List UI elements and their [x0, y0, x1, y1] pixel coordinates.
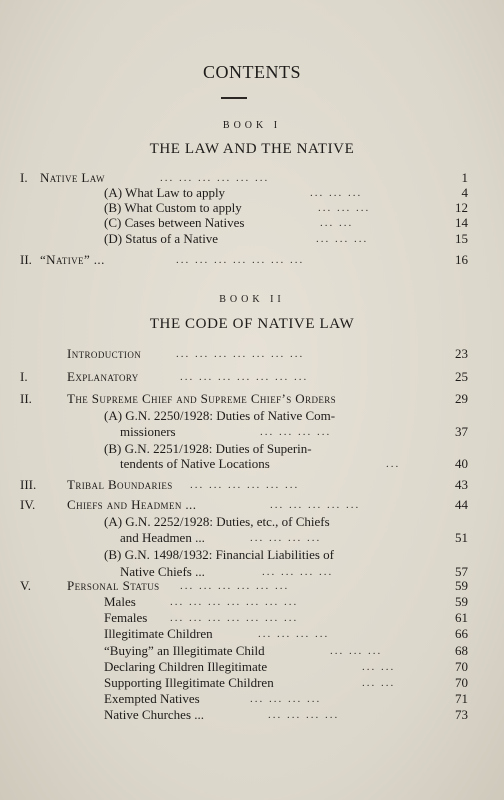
toc-entry-page: 15	[455, 231, 468, 246]
toc-entry-page: 23	[455, 346, 468, 361]
toc-entry-number: I.	[20, 170, 28, 185]
toc-entry-leader: ... ...	[362, 677, 396, 689]
page-title: CONTENTS	[203, 62, 301, 82]
toc-entry	[0, 675, 504, 691]
toc-entry-page: 70	[455, 675, 468, 690]
toc-entry-leader: ...	[386, 458, 401, 470]
toc-entry	[0, 424, 504, 440]
toc-entry-leader: ... ... ... ... ... ... ...	[176, 348, 305, 360]
toc-entry	[0, 659, 504, 675]
toc-entry-page: 61	[455, 610, 468, 625]
toc-entry-title: (A) What Law to apply	[104, 185, 226, 200]
toc-entry	[0, 477, 504, 493]
toc-entry-number: V.	[20, 578, 31, 593]
toc-entry-page: 29	[455, 391, 468, 406]
toc-entry	[0, 391, 504, 407]
toc-entry-page: 70	[455, 659, 468, 674]
toc-entry-page: 59	[455, 594, 468, 609]
toc-entry	[0, 408, 504, 424]
toc-entry-title: (D) Status of a Native	[104, 231, 219, 246]
toc-entry-page: 12	[455, 200, 468, 215]
toc-entry-title: tendents of Native Locations	[120, 456, 270, 471]
toc-entry	[0, 547, 504, 563]
toc-entry-page: 59	[455, 578, 468, 593]
toc-entry-title: Native Churches ...	[104, 707, 205, 722]
toc-entry	[0, 252, 504, 268]
toc-entry	[0, 200, 504, 216]
toc-entry-title: (B) G.N. 2251/1928: Duties of Superin-	[104, 441, 312, 456]
toc-entry	[0, 626, 504, 642]
toc-entry-page: 57	[455, 564, 468, 579]
toc-entry-leader: ... ... ... ... ... ... ...	[170, 596, 299, 608]
toc-entry-leader: ... ... ...	[310, 187, 363, 199]
toc-entry-title: Explanatory	[67, 369, 139, 384]
toc-entry	[0, 497, 504, 513]
toc-entry-title: Declaring Children Illegitimate	[104, 659, 268, 674]
toc-entry	[0, 707, 504, 723]
toc-entry-page: 14	[455, 215, 468, 230]
toc-entry	[0, 231, 504, 247]
toc-entry-page: 51	[455, 530, 468, 545]
toc-entry-leader: ... ... ...	[316, 233, 369, 245]
toc-entry-leader: ... ... ... ...	[268, 709, 340, 721]
toc-entry	[0, 441, 504, 457]
toc-entry-page: 73	[455, 707, 468, 722]
toc-entry-title: Native Law	[40, 170, 105, 185]
toc-entry-leader: ... ... ... ...	[262, 566, 334, 578]
toc-entry-title: (A) G.N. 2250/1928: Duties of Native Com-	[104, 408, 336, 423]
toc-entry-title: Personal Status	[67, 578, 160, 593]
toc-entry-leader: ... ... ... ... ... ...	[180, 580, 290, 592]
toc-entry-title: The Supreme Chief and Supreme Chief’s Orders	[67, 391, 337, 406]
toc-entry-title: (B) G.N. 1498/1932: Financial Liabilities of	[104, 547, 334, 562]
toc-entry	[0, 691, 504, 707]
toc-entry-leader: ... ... ... ... ...	[270, 499, 361, 511]
toc-entry-title: Exempted Natives	[104, 691, 200, 706]
book-1-label: BOOK I	[222, 120, 282, 131]
toc-entry-leader: ... ... ... ...	[250, 532, 322, 544]
toc-entry-title: “Native” ...	[40, 252, 105, 267]
book-2-label: BOOK II	[219, 294, 285, 305]
toc-entry-title: Females	[104, 610, 148, 625]
toc-entry	[0, 215, 504, 231]
toc-entry-leader: ... ... ... ... ... ... ...	[180, 371, 309, 383]
toc-entry	[0, 170, 504, 186]
toc-entry-number: IV.	[20, 497, 36, 512]
toc-entry-page: 37	[455, 424, 468, 439]
toc-entry-page: 4	[461, 185, 468, 200]
toc-entry-title: “Buying” an Illegitimate Child	[104, 643, 265, 658]
toc-entry	[0, 578, 504, 594]
toc-entry-page: 68	[455, 643, 468, 658]
toc-entry-title: (C) Cases between Natives	[104, 215, 245, 230]
toc-entry-title: (A) G.N. 2252/1928: Duties, etc., of Chiefs	[104, 514, 330, 529]
toc-entry-title: missioners	[120, 424, 176, 439]
toc-entry	[0, 346, 504, 362]
toc-entry-leader: ... ... ... ...	[260, 426, 332, 438]
toc-entry-leader: ... ... ... ...	[250, 693, 322, 705]
toc-entry-leader: ... ... ...	[330, 645, 383, 657]
toc-entry-title: Supporting Illegitimate Children	[104, 675, 274, 690]
toc-entry-number: II.	[20, 252, 32, 267]
toc-entry-title: Introduction	[67, 346, 142, 361]
toc-entry-page: 16	[455, 252, 468, 267]
toc-entry-title: and Headmen ...	[120, 530, 205, 545]
toc-entry-number: III.	[20, 477, 37, 492]
toc-entry-leader: ... ...	[362, 661, 396, 673]
toc-entry-leader: ... ... ... ...	[258, 628, 330, 640]
toc-entry	[0, 643, 504, 659]
toc-entry-page: 40	[455, 456, 468, 471]
toc-entry-leader: ... ... ... ... ... ...	[190, 479, 300, 491]
book-1-heading: THE LAW AND THE NATIVE	[149, 141, 355, 157]
toc-entry	[0, 594, 504, 610]
toc-entry	[0, 185, 504, 201]
toc-entry-number: I.	[20, 369, 28, 384]
toc-entry-page: 71	[455, 691, 468, 706]
toc-entry-leader: ... ...	[320, 217, 354, 229]
toc-entry	[0, 530, 504, 546]
toc-entry-page: 1	[461, 170, 468, 185]
toc-entry-title: Illegitimate Children	[104, 626, 213, 641]
toc-entry-number: II.	[20, 391, 32, 406]
toc-entry	[0, 456, 504, 472]
toc-entry	[0, 369, 504, 385]
toc-entry-leader: ... ... ... ... ... ... ...	[170, 612, 299, 624]
toc-entry	[0, 514, 504, 530]
toc-entry-page: 44	[455, 497, 468, 512]
toc-entry	[0, 610, 504, 626]
toc-entry-title: Tribal Boundaries	[67, 477, 173, 492]
toc-entry-title: Native Chiefs ...	[120, 564, 205, 579]
book-2-heading: THE CODE OF NATIVE LAW	[149, 316, 355, 332]
toc-entry-page: 43	[455, 477, 468, 492]
toc-entry-page: 66	[455, 626, 468, 641]
toc-entry-leader: ... ... ... ... ... ... ...	[176, 254, 305, 266]
toc-entry-title: Males	[104, 594, 136, 609]
toc-entry-title: Chiefs and Headmen ...	[67, 497, 197, 512]
toc-entry-page: 25	[455, 369, 468, 384]
toc-entry-leader: ... ... ... ... ... ...	[160, 172, 270, 184]
toc-entry-title: (B) What Custom to apply	[104, 200, 242, 215]
toc-entry-leader: ... ... ...	[318, 202, 371, 214]
